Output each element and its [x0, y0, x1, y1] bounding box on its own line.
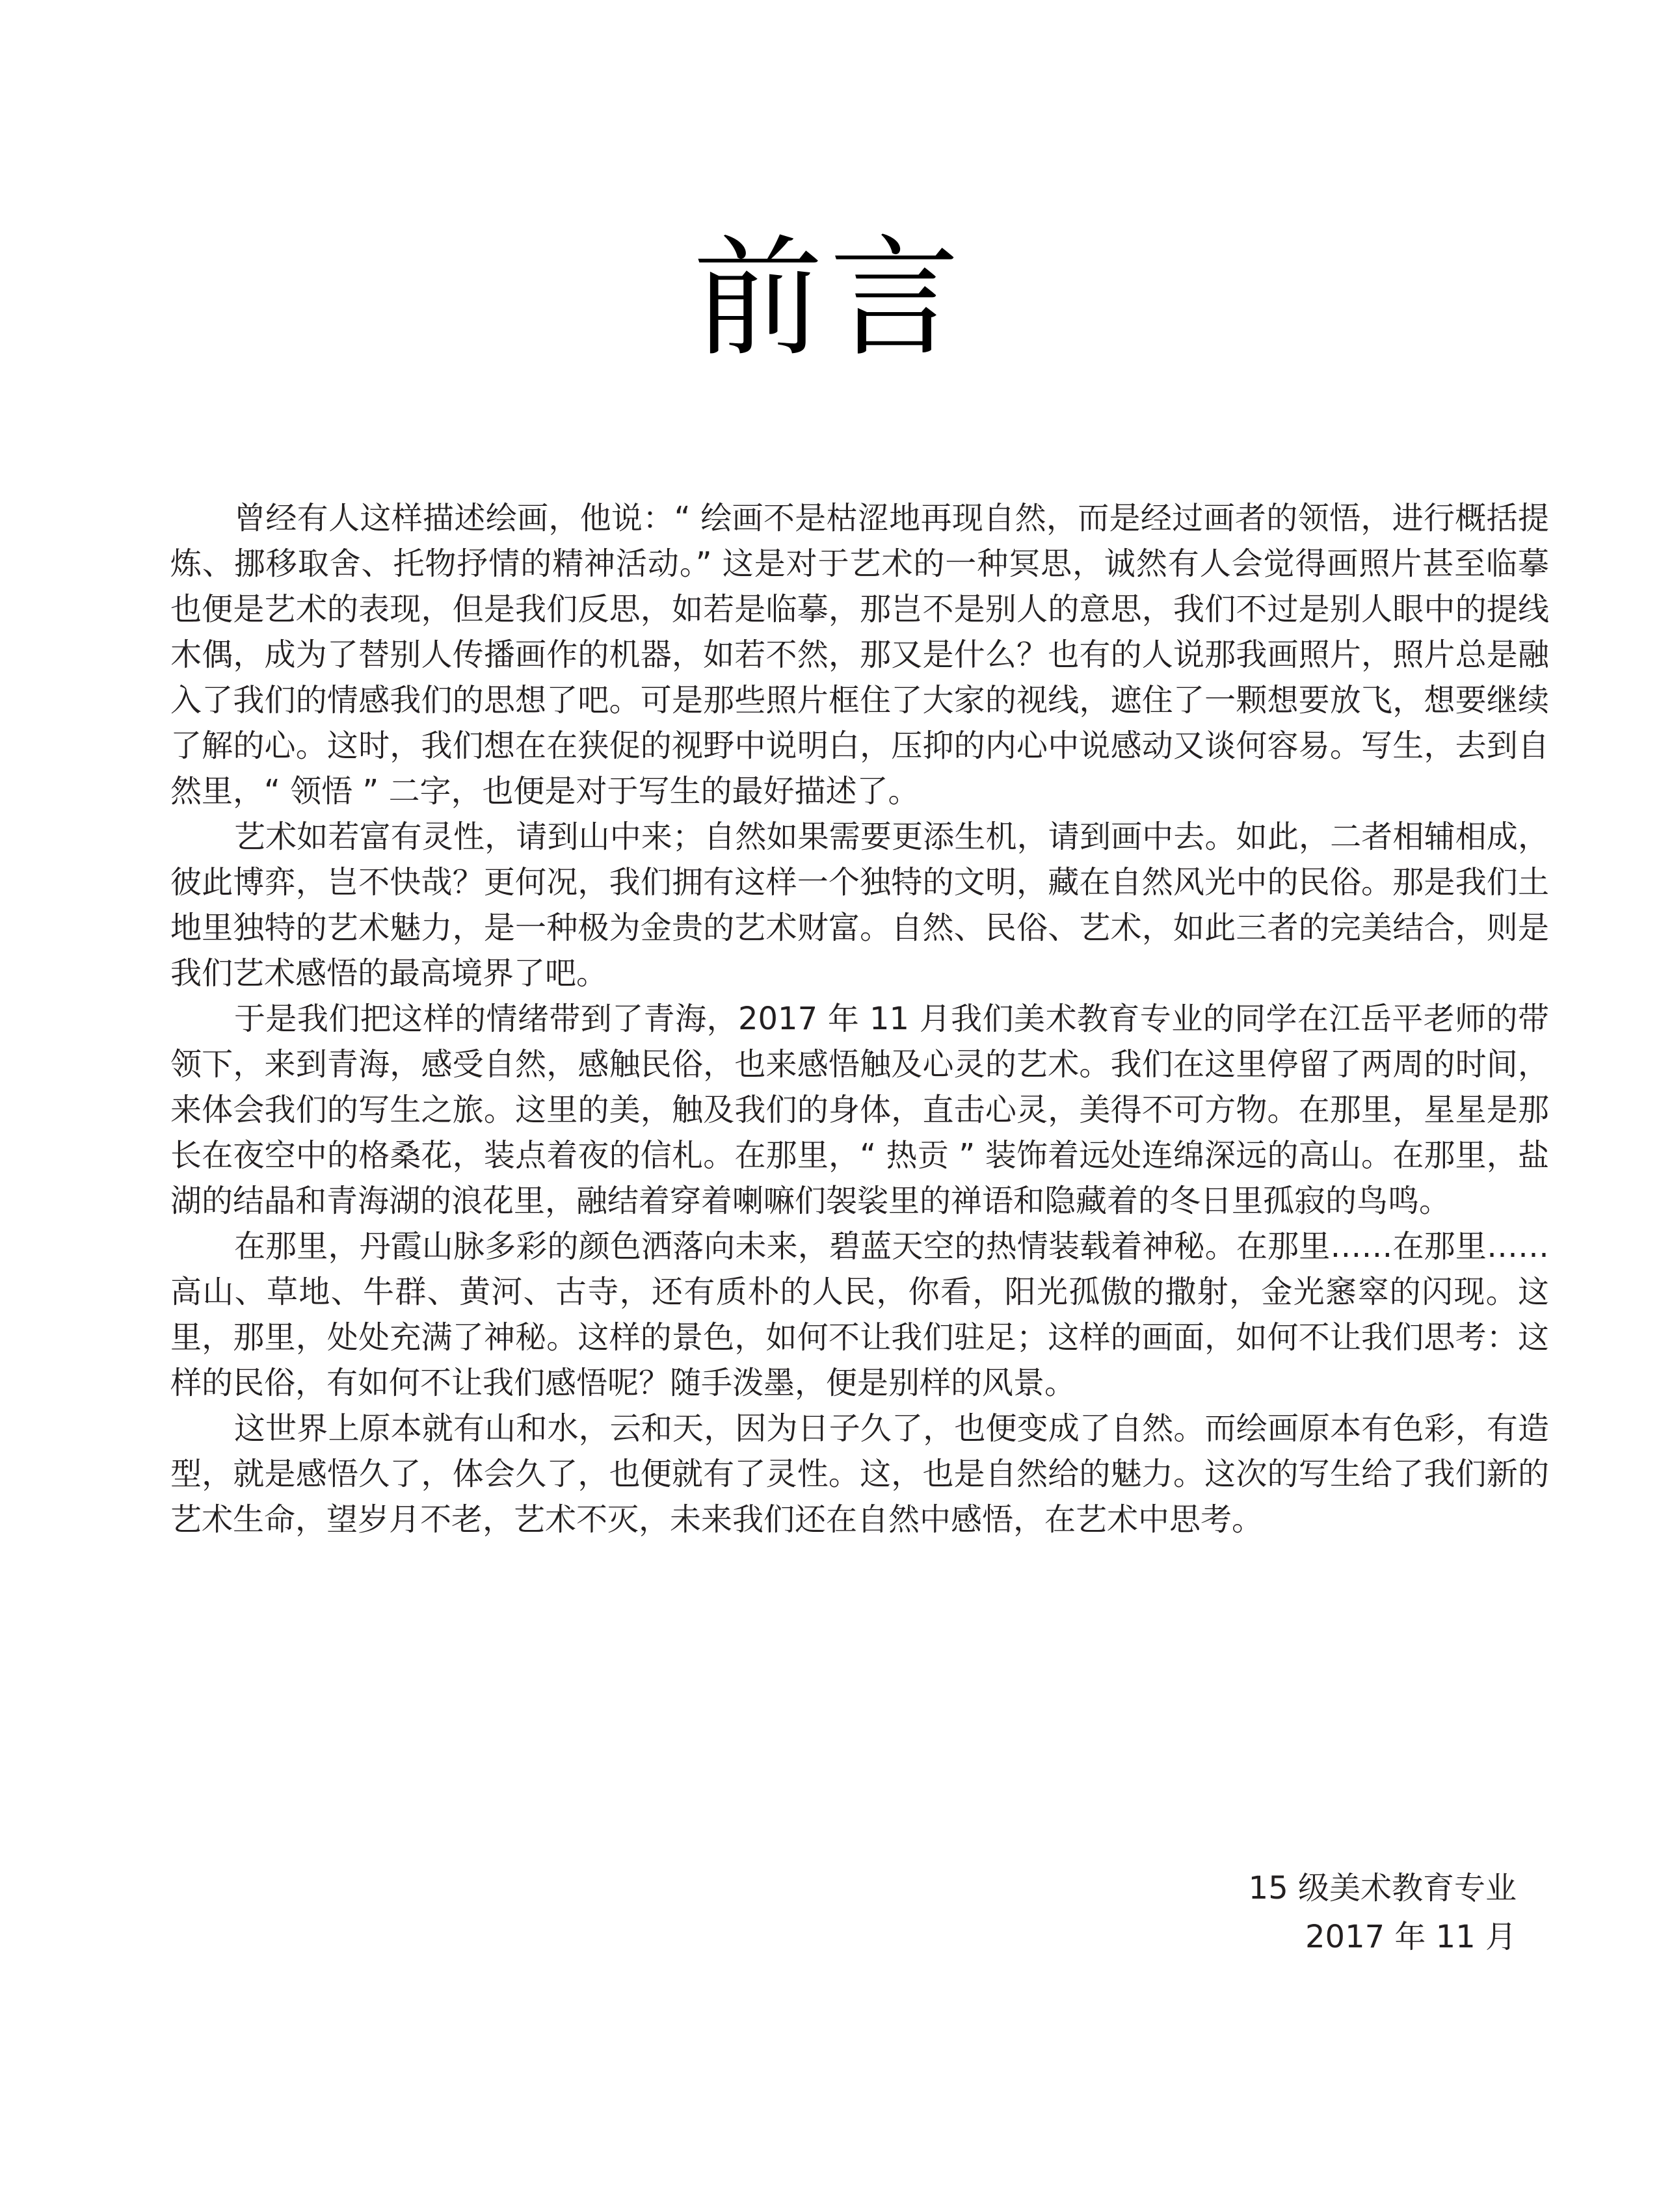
- paragraph-4: 在那里，丹霞山脉多彩的颜色洒落向未来，碧蓝天空的热情装载着神秘。在那里……在那里……高山、草地、牛群、黄河、古寺，还有质朴的人民，你看，阳光孤傲的撒射，金光窸窣的闪现。这里，那里，处处充满了神秘。这样的景色，如何不让我们驻足；这样的画面，如何不让我们思考：这样的民俗，有如何不让我们感悟呢？随手泼墨，便是别样的风景。: [170, 1228, 1549, 1401]
- paragraph-3: 于是我们把这样的情绪带到了青海，2017 年 11 月我们美术教育专业的同学在江岳平老师的带领下，来到青海，感受自然，感触民俗，也来感悟触及心灵的艺术。我们在这里停留了两周的时间，来体会我们的写生之旅。这里的美，触及我们的身体，直击心灵，美得不可方物。在那里，星星是那长在夜空中的格桑花，装点着夜的信札。在那里，“ 热贡 ” 装饰着远处连绵深远的高山。在那里，盐湖的结晶和青海湖的浪花里，融结着穿着喇嘛们袈裟里的禅语和隐藏着的冬日里孤寂的鸟鸣。: [170, 1001, 1549, 1219]
- preface-body: [170, 495, 1549, 1542]
- signature-date: 2017 年 11 月: [1305, 1919, 1517, 1955]
- page-title: 前言: [693, 223, 966, 375]
- paragraph-1: 曾经有人这样描述绘画，他说：“ 绘画不是枯涩地再现自然，而是经过画者的领悟，进行概括提炼、挪移取舍、托物抒情的精神活动。” 这是对于艺术的一种冥思，诚然有人会觉得画照片甚至临摹也便是艺术的表现，但是我们反思，如若是临摹，那岂不是别人的意思，我们不过是别人眼中的提线木偶，成为了替别人传播画作的机器，如若不然，那又是什么？也有的人说那我画照片，照片总是融入了我们的情感我们的思想了吧。可是那些照片框住了大家的视线，遮住了一颗想要放飞，想要继续了解的心。这时，我们想在在狭促的视野中说明白，压抑的内心中说感动又谈何容易。写生，去到自然里，“ 领悟 ” 二字，也便是对于写生的最好描述了。: [170, 500, 1549, 810]
- paragraph-5: 这世界上原本就有山和水，云和天，因为日子久了，也便变成了自然。而绘画原本有色彩，有造型，就是感悟久了，体会久了，也便就有了灵性。这，也是自然给的魅力。这次的写生给了我们新的艺术生命，望岁月不老，艺术不灭，未来我们还在自然中感悟，在艺术中思考。: [170, 1410, 1549, 1538]
- paragraph-2: 艺术如若富有灵性，请到山中来；自然如果需要更添生机，请到画中去。如此，二者相辅相成，彼此博弈，岂不快哉？更何况，我们拥有这样一个独特的文明，藏在自然风光中的民俗。那是我们土地里独特的艺术魅力，是一种极为金贵的艺术财富。自然、民俗、艺术，如此三者的完美结合，则是我们艺术感悟的最高境界了吧。: [170, 819, 1549, 992]
- signature-department: 15 级美术教育专业: [1248, 1870, 1517, 1906]
